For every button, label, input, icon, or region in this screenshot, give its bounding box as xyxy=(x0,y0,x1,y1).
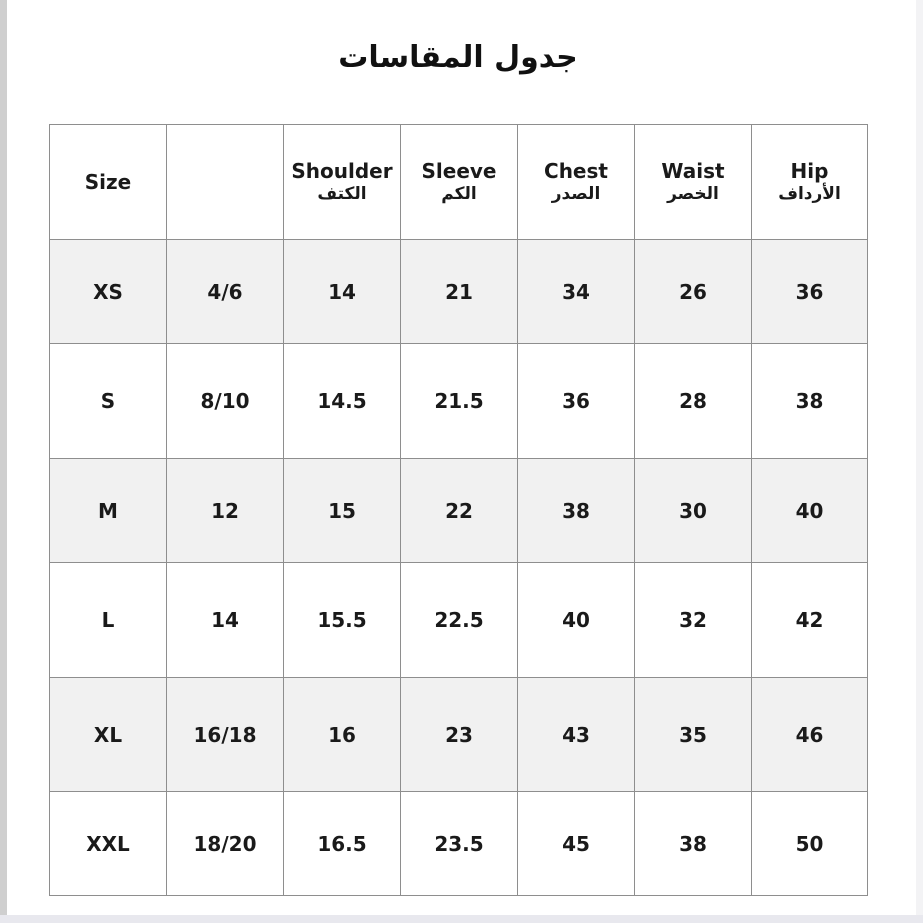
cell-waist: 38 xyxy=(635,792,752,896)
header-hip-en: Hip xyxy=(790,159,829,183)
header-sleeve xyxy=(401,125,518,240)
table-row xyxy=(50,678,868,792)
cell-shoulder: 16 xyxy=(284,678,401,792)
table-row xyxy=(50,792,868,896)
header-waist-en: Waist xyxy=(661,159,725,183)
cell-uk-size: 12 xyxy=(167,459,284,563)
cell-sleeve: 22.5 xyxy=(401,563,518,678)
cell-size: M xyxy=(50,459,167,563)
table-row xyxy=(50,344,868,459)
table-row xyxy=(50,240,868,344)
cell-uk-size: 8/10 xyxy=(167,344,284,459)
header-blank xyxy=(167,125,284,240)
cell-chest: 34 xyxy=(518,240,635,344)
cell-shoulder: 14.5 xyxy=(284,344,401,459)
header-waist xyxy=(635,125,752,240)
cell-waist: 28 xyxy=(635,344,752,459)
cell-shoulder: 15 xyxy=(284,459,401,563)
header-shoulder-en: Shoulder xyxy=(291,159,393,183)
cell-size: XXL xyxy=(50,792,167,896)
cell-hip: 50 xyxy=(752,792,868,896)
table-row xyxy=(50,563,868,678)
cell-sleeve: 23.5 xyxy=(401,792,518,896)
cell-waist: 30 xyxy=(635,459,752,563)
cell-sleeve: 21.5 xyxy=(401,344,518,459)
cell-sleeve: 23 xyxy=(401,678,518,792)
table-header-row xyxy=(50,125,868,240)
cell-waist: 32 xyxy=(635,563,752,678)
header-shoulder-ar: الكتف xyxy=(317,184,367,204)
header-chest xyxy=(518,125,635,240)
page-title: جدول المقاسات xyxy=(338,40,578,75)
cell-hip: 38 xyxy=(752,344,868,459)
cell-chest: 36 xyxy=(518,344,635,459)
cell-sleeve: 22 xyxy=(401,459,518,563)
header-shoulder xyxy=(284,125,401,240)
cell-waist: 26 xyxy=(635,240,752,344)
cell-size: L xyxy=(50,563,167,678)
cell-uk-size: 14 xyxy=(167,563,284,678)
cell-shoulder: 14 xyxy=(284,240,401,344)
header-sleeve-en: Sleeve xyxy=(421,159,497,183)
cell-chest: 43 xyxy=(518,678,635,792)
cell-hip: 36 xyxy=(752,240,868,344)
cell-uk-size: 16/18 xyxy=(167,678,284,792)
header-hip xyxy=(752,125,868,240)
cell-chest: 45 xyxy=(518,792,635,896)
size-chart-table xyxy=(49,124,868,896)
cell-chest: 40 xyxy=(518,563,635,678)
cell-size: XS xyxy=(50,240,167,344)
cell-shoulder: 16.5 xyxy=(284,792,401,896)
cell-chest: 38 xyxy=(518,459,635,563)
cell-size: S xyxy=(50,344,167,459)
cell-hip: 42 xyxy=(752,563,868,678)
left-edge-strip xyxy=(0,0,7,923)
cell-hip: 46 xyxy=(752,678,868,792)
cell-size: XL xyxy=(50,678,167,792)
header-hip-ar: الأرداف xyxy=(778,184,841,204)
bottom-edge-strip xyxy=(0,915,923,923)
cell-uk-size: 4/6 xyxy=(167,240,284,344)
cell-sleeve: 21 xyxy=(401,240,518,344)
table-row xyxy=(50,459,868,563)
cell-uk-size: 18/20 xyxy=(167,792,284,896)
cell-waist: 35 xyxy=(635,678,752,792)
header-sleeve-ar: الكم xyxy=(441,184,477,204)
header-waist-ar: الخصر xyxy=(667,184,719,204)
cell-hip: 40 xyxy=(752,459,868,563)
header-size: Size xyxy=(50,125,167,240)
header-chest-en: Chest xyxy=(544,159,608,183)
header-chest-ar: الصدر xyxy=(551,184,601,204)
cell-shoulder: 15.5 xyxy=(284,563,401,678)
